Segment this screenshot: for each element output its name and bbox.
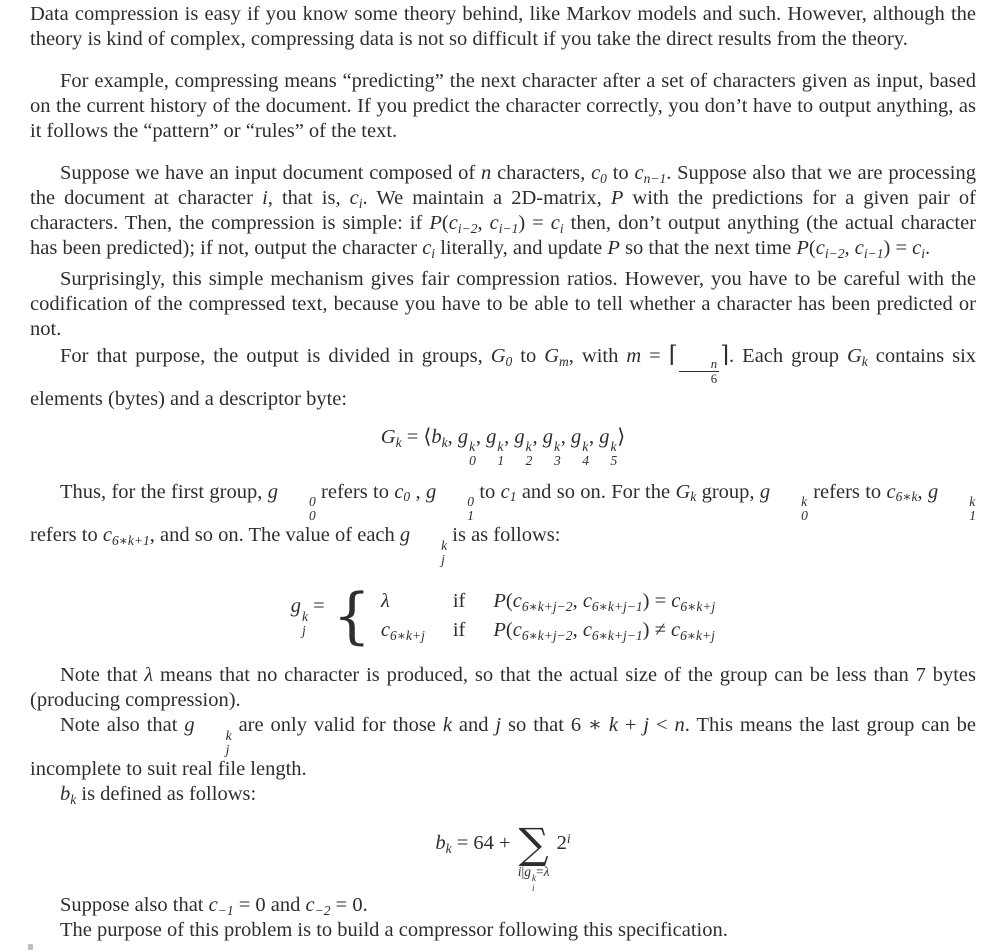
superscript: k	[801, 494, 808, 510]
subscript: 0	[600, 170, 607, 186]
subscript: n−1	[643, 170, 667, 186]
math-base: P	[429, 212, 442, 234]
paragraph-thus-first-group: Thus, for the first group, g 0 0 refers to $c_0$ , g 0 1 to $c_1$ and so on. For the $G_k$ group, g k 0 refers to $c_{6∗k}$, g k 1 refers to $c_{6∗k+1}$, and so on. The value of each g k j is as follows:	[30, 480, 977, 568]
math-base: c	[305, 893, 315, 916]
math-base: g	[524, 863, 531, 879]
superscript: k	[302, 608, 309, 624]
math-group	[290, 595, 309, 638]
paragraph-surprisingly: Surprisingly, this simple mechanism gives fair compression ratios. However, you have to be careful with the codification of the compressed text, because you have to be able to tell whether a character has been predicted or not.	[30, 268, 976, 340]
subscript: i	[532, 882, 535, 893]
subscript: 6∗k+j	[390, 628, 425, 644]
subscript: k	[395, 434, 402, 450]
sub-sup-stack	[411, 539, 447, 567]
paragraph-note-lambda: Note that λ means that no character is produced, so that the actual size of the group can be less than 7 bytes (producing compression).	[30, 664, 976, 712]
math-base: c	[489, 212, 499, 234]
math-base: c	[394, 480, 404, 503]
subscript: 6∗k+j	[680, 599, 716, 615]
math-base: c	[582, 590, 592, 613]
sub-sup-stack	[279, 495, 316, 523]
math-base: c	[854, 237, 864, 259]
subscript: k	[445, 841, 452, 857]
math-group	[514, 425, 533, 469]
subscript: j	[302, 622, 306, 638]
subscript: −1	[217, 902, 234, 918]
paragraph-purpose: The purpose of this problem is to build a compressor following this specification.	[60, 918, 728, 941]
math-base: m	[626, 345, 642, 367]
math-base: g	[290, 595, 302, 618]
subscript: i	[921, 245, 926, 261]
math-symbol: ⌉	[720, 342, 730, 367]
math-base: P	[493, 619, 506, 642]
subscript: i−1	[863, 245, 884, 261]
subscript: 3	[553, 453, 561, 469]
subscript: 5	[610, 453, 618, 469]
subscript: 6∗k+1	[111, 533, 150, 549]
math-base: k	[608, 714, 618, 737]
sub-sup-stack	[582, 440, 589, 468]
math-base: j	[643, 714, 650, 737]
math-group	[486, 425, 505, 469]
math-base: g	[514, 425, 525, 448]
math-base: c	[102, 524, 112, 547]
math-group	[524, 863, 536, 893]
sub-sup-stack	[554, 440, 561, 468]
math-base: P	[607, 237, 620, 259]
summation-wrap	[517, 819, 550, 893]
math-group	[570, 425, 589, 469]
math-base: c	[886, 480, 896, 503]
superscript: 0	[308, 494, 316, 510]
subscript: 0	[403, 489, 411, 505]
math-base: g	[267, 480, 278, 503]
paragraph-suppose-input: Suppose we have an input document composed of n characters, $c_0$ to $c_{n-1}$. Suppose also that we are processing the document at character i, that is, $c_i$. We maintain a 2D-matrix, P with the predictions for a given pair of characters. Then, the compression is simple: if $P(c_{i-2}$, $c_{i-1}) = c_i$ then, don’t output anything (the actual character has been predicted); if not, output the character $c_i$ literally, and update P so that the next time $P(c_{i-2}$, $c_{i-1}) = c_i$.	[30, 162, 977, 261]
denominator: 6	[710, 372, 718, 387]
math-group	[267, 480, 316, 524]
math-base: c	[512, 619, 522, 642]
numerator: n	[679, 357, 719, 373]
subscript: i−2	[457, 220, 478, 236]
math-base: P	[796, 237, 809, 259]
sub-sup-stack	[469, 440, 476, 468]
subscript: k	[441, 434, 448, 450]
superscript: 0	[467, 494, 474, 510]
case-if-label: if	[452, 590, 466, 613]
subscript: 6∗k+j−2	[521, 599, 573, 615]
subscript: i	[559, 220, 564, 236]
math-base: b	[60, 783, 71, 806]
math-base: i	[517, 863, 522, 879]
math-group	[599, 425, 618, 469]
math-base: c	[815, 237, 825, 259]
case-condition: $P(c_{6∗k+j-2}$, $c_{6∗k+j-1}) = c_{6∗k+j}$	[493, 590, 716, 615]
subscript: 6∗k	[895, 489, 918, 505]
superscript: k	[441, 537, 448, 553]
subscript: 0	[505, 353, 513, 369]
sub-sup-stack	[771, 495, 808, 523]
subscript: k	[70, 791, 77, 807]
formula-bk-sum	[30, 819, 976, 893]
subscript: i−2	[824, 245, 845, 261]
paragraph-for-example: For example, compressing means “predicting” the next character after a set of characters given as input, based on the current history of the document. If you predict the character correctly, you don’t have to output anything, as it follows the “pattern” or “rules” of the text.	[30, 70, 976, 142]
case-value	[381, 589, 425, 614]
superscript: i	[566, 830, 571, 846]
math-base: g	[486, 425, 497, 448]
math-base: c	[500, 480, 510, 503]
math-base: 2	[556, 832, 567, 855]
paragraph-data-compression-intro: Data compression is easy if you know some theory behind, like Markov models and such. However, although the theory is kind of complex, compressing data is not so difficult if you take the direct results from the theory.	[30, 3, 976, 50]
math-base: c	[349, 187, 359, 209]
superscript: k	[497, 439, 504, 455]
subscript: 4	[582, 453, 589, 469]
sub-sup-stack	[196, 729, 232, 757]
math-base: λ	[380, 590, 390, 613]
subscript: k	[861, 353, 868, 369]
subscript: 1	[467, 508, 474, 524]
superscript: k	[469, 439, 476, 455]
math-base: g	[425, 480, 437, 503]
paragraph-suppose-c-minus: Suppose also that $c_{-1} = 0$ and $c_{-2} = 0$.	[60, 893, 368, 918]
fraction	[679, 357, 719, 387]
math-base: b	[431, 425, 442, 448]
math-base: λ	[543, 863, 550, 879]
subscript: 0	[469, 453, 476, 469]
math-group	[399, 524, 448, 568]
math-base: c	[671, 590, 681, 613]
math-base: g	[570, 425, 582, 448]
math-base: G	[846, 345, 862, 367]
sub-sup-stack	[526, 440, 533, 468]
math-base: g	[184, 714, 195, 737]
math-base: c	[208, 893, 218, 916]
subscript: 6∗k+j	[680, 628, 715, 644]
math-base: P	[610, 187, 624, 209]
math-base: g	[759, 480, 771, 503]
sum-left-hand-side: $b_k = 64$ +	[435, 832, 511, 857]
math-base: c	[912, 237, 922, 259]
math-group	[457, 425, 476, 469]
math-base: g	[457, 425, 469, 448]
sub-sup-stack	[939, 495, 976, 523]
subscript: 0	[308, 508, 316, 524]
subscript: 6∗k+j−1	[591, 599, 643, 615]
sum-term	[557, 831, 571, 856]
math-base: c	[550, 212, 560, 234]
superscript: k	[553, 439, 560, 455]
sub-sup-stack	[532, 874, 536, 893]
superscript: k	[525, 439, 532, 455]
superscript: k	[225, 727, 232, 743]
subscript: 6∗k+j−1	[591, 628, 643, 644]
cases-grid	[381, 589, 715, 643]
subscript: 1	[497, 453, 505, 469]
math-base: n	[481, 162, 492, 184]
math-base: c	[512, 590, 522, 613]
math-base: G	[675, 480, 691, 503]
superscript: k	[582, 439, 589, 455]
math-base: c	[380, 619, 391, 642]
sub-sup-stack	[437, 495, 474, 523]
subscript: j	[225, 741, 230, 757]
math-base: g	[928, 480, 939, 503]
case-value	[381, 618, 425, 643]
math-base: c	[670, 619, 681, 642]
subscript: 1	[509, 489, 517, 505]
math-symbol: ⌈	[668, 342, 678, 367]
subscript: m	[559, 353, 569, 369]
math-base: c	[582, 619, 592, 642]
math-base: n	[674, 714, 685, 737]
math-group	[184, 714, 232, 757]
math-base: G	[544, 345, 560, 367]
math-base: G	[490, 345, 506, 367]
subscript: 2	[525, 453, 533, 469]
superscript: k	[532, 873, 536, 884]
subscript: j	[441, 552, 445, 568]
left-brace-symbol: {	[332, 580, 371, 652]
sigma-symbol: ∑	[518, 819, 549, 869]
paragraph-bk-defined: $b_k$ is defined as follows:	[60, 783, 257, 807]
math-base: c	[591, 162, 601, 184]
subscript: i	[358, 195, 363, 211]
superscript: k	[969, 494, 976, 510]
math-base: g	[399, 524, 411, 547]
math-base: λ	[144, 664, 154, 687]
subscript: −2	[314, 902, 331, 918]
math-base: c	[634, 162, 644, 184]
cases-left-hand-side: g k j =	[290, 595, 325, 638]
paragraph-note-validity: Note also that g k j are only valid for those k and j so that 6 ∗ k + j < n. This means the last group can be incomplete to suit real file length.	[30, 714, 976, 781]
math-base: i	[262, 187, 268, 209]
math-base: g	[599, 425, 610, 448]
sub-sup-stack	[497, 440, 504, 468]
paragraph-for-that-purpose: For that purpose, the output is divided in groups, $G_0$ to $G_m$, with m = ⌈ $\frac{n}{6}$ ⌉. Each group $G_k$ contains six elements (bytes) and a descriptor byte:	[30, 342, 977, 410]
cutoff-glyph-fragment	[28, 944, 33, 950]
math-group	[542, 425, 561, 469]
math-base: k	[442, 714, 452, 737]
math-base: c	[422, 237, 432, 259]
subscript: 0	[801, 508, 808, 524]
subscript: 6∗k+j−2	[521, 628, 573, 644]
subscript: i−1	[498, 220, 519, 236]
math-base: g	[542, 425, 553, 448]
superscript: k	[610, 439, 617, 455]
summation-limits: i|g k i =λ	[517, 863, 550, 893]
math-group	[928, 480, 977, 524]
formula-gjk-cases	[30, 580, 976, 652]
subscript: k	[690, 489, 697, 505]
math-base: j	[495, 714, 502, 737]
sub-sup-stack	[610, 440, 617, 468]
case-if-label: if	[452, 619, 466, 642]
formula-group-definition: $G_k$ = $⟨b_k$, g k 0 , g k 1 , g k 2 , g k 3 , g k 4 , g k 5 ⟩	[380, 425, 626, 469]
math-base: c	[448, 212, 458, 234]
math-group	[425, 480, 474, 524]
math-group	[759, 480, 808, 524]
sub-sup-stack	[302, 610, 308, 638]
case-condition: $P(c_{6∗k+j-2}$, $c_{6∗k+j-1}) \ne c_{6∗k+j}$	[493, 619, 715, 644]
math-base: P	[493, 590, 506, 613]
math-base: G	[380, 425, 396, 448]
math-base: b	[435, 832, 446, 855]
subscript: i	[431, 245, 436, 261]
subscript: 1	[969, 508, 977, 524]
